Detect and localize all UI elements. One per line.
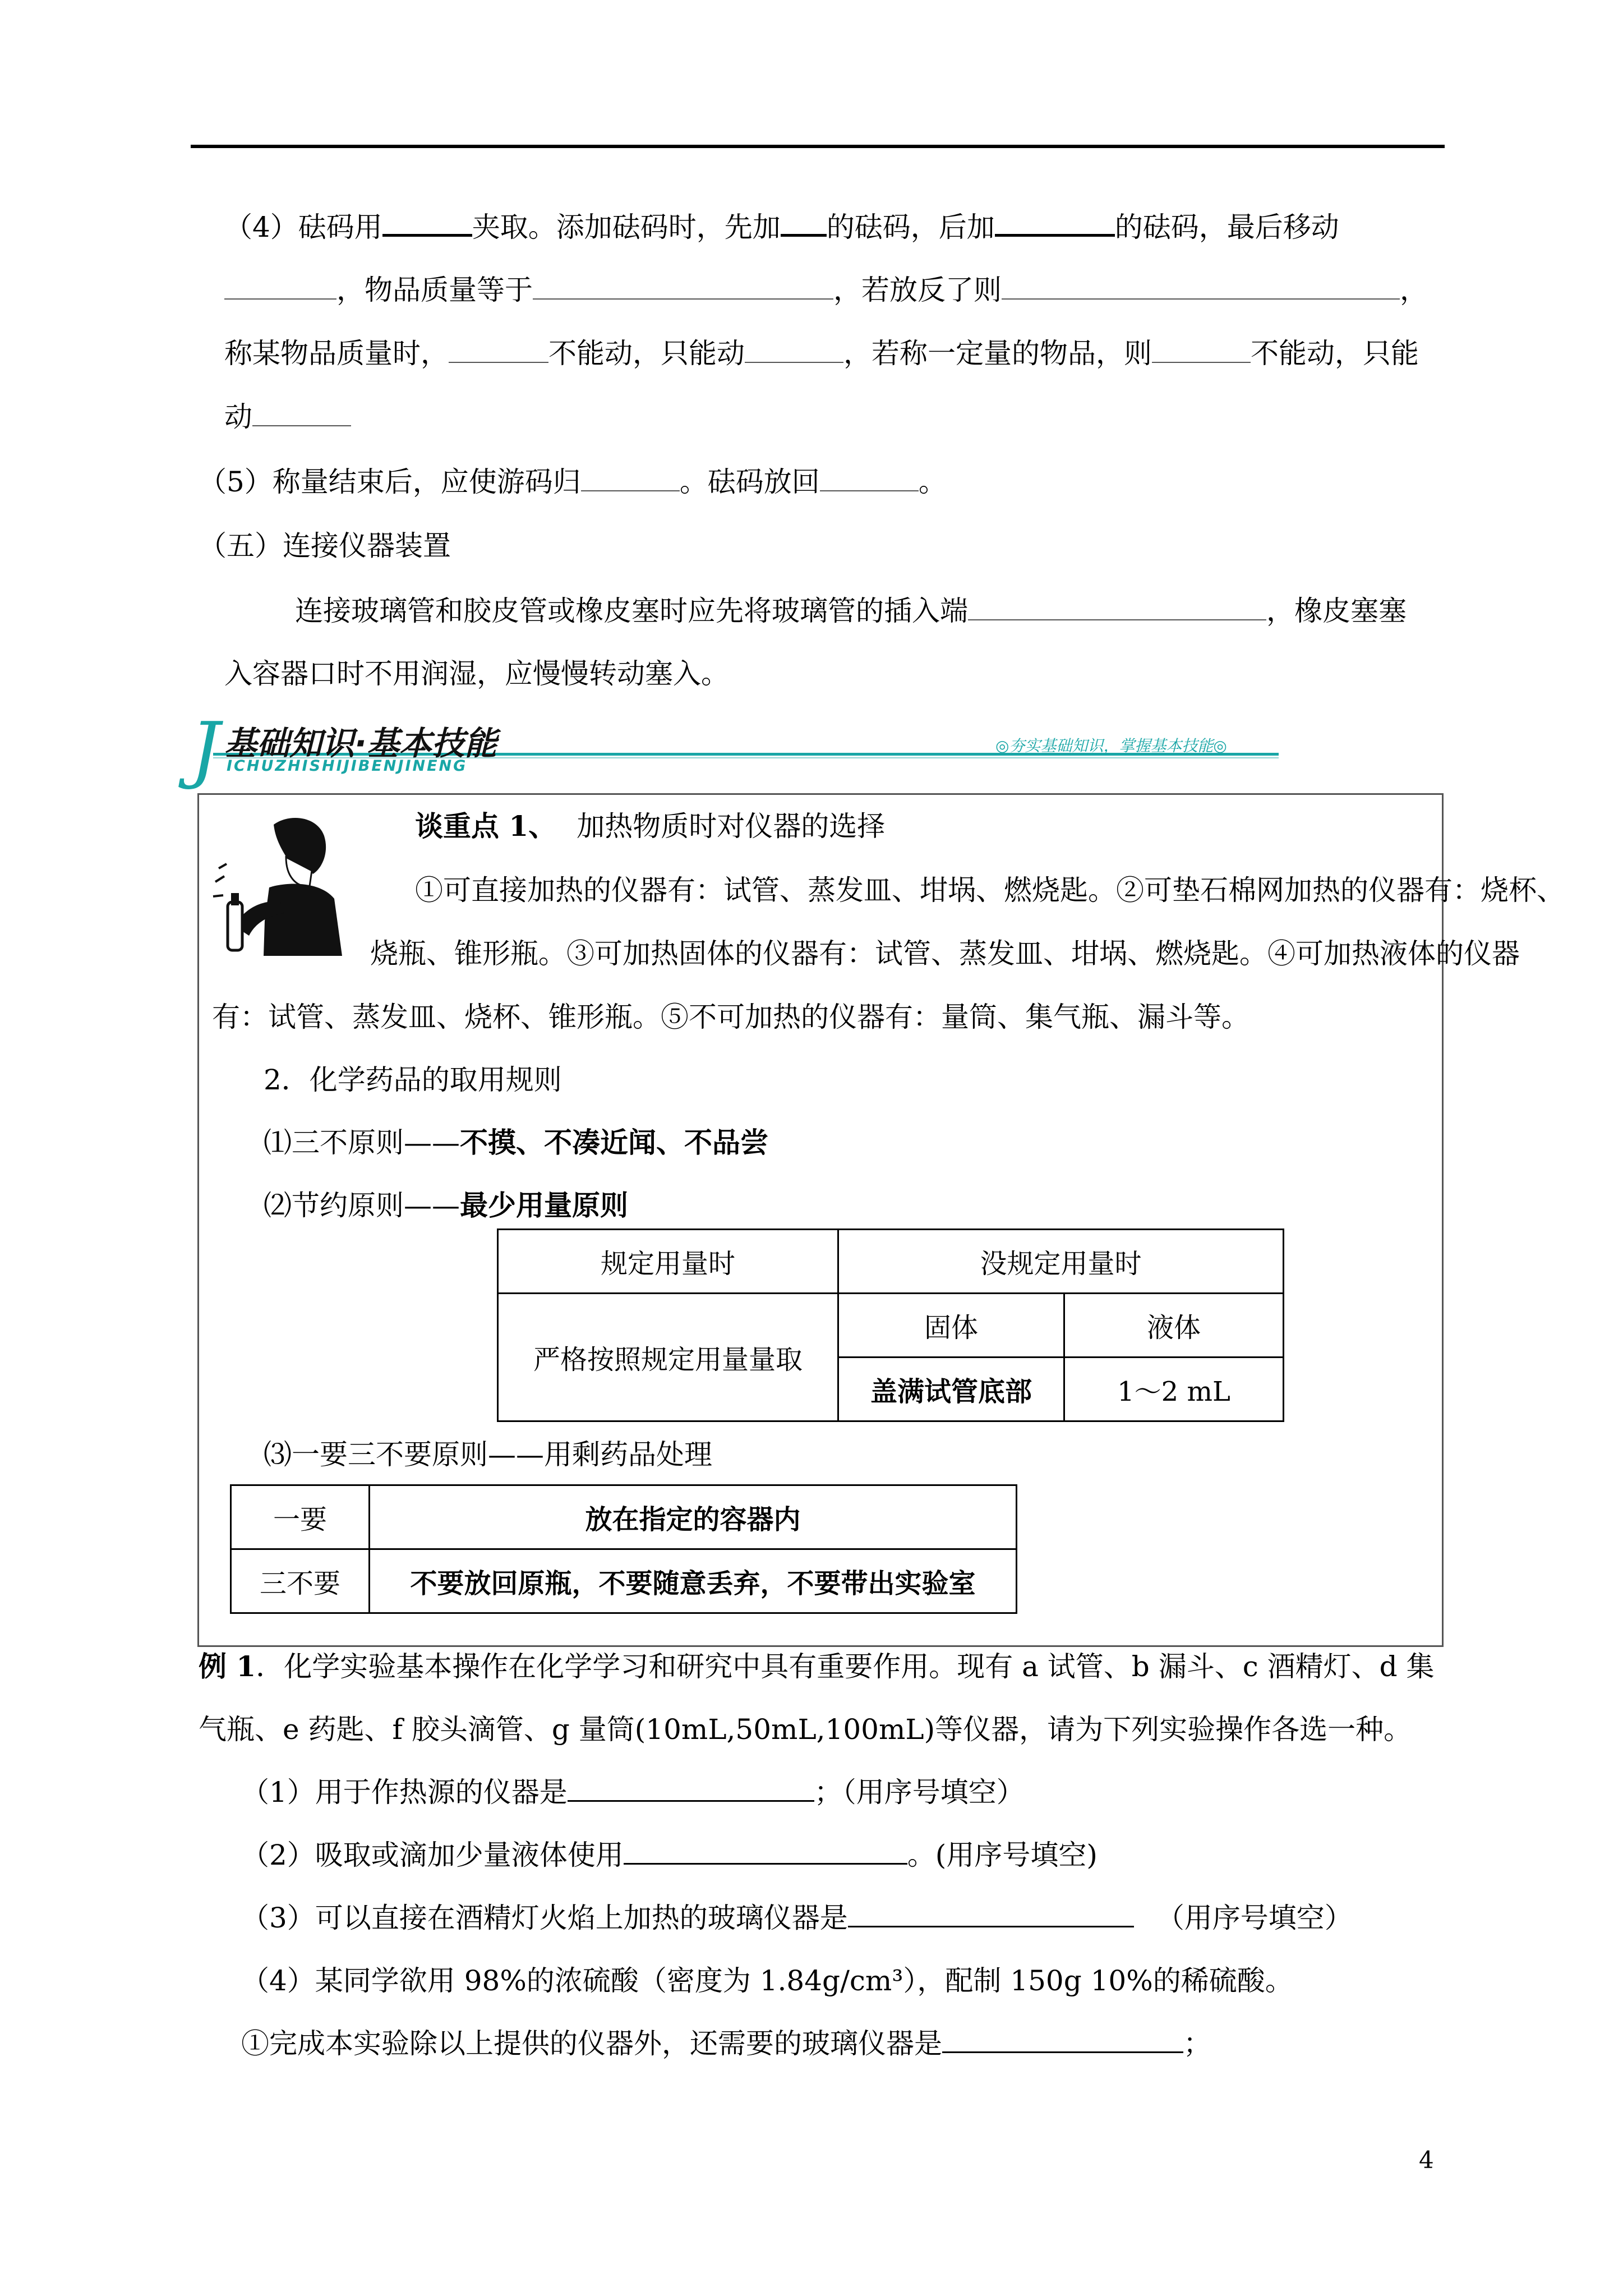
question-3: （3）可以直接在酒精灯火焰上加热的玻璃仪器是 （用序号填空） [241,1902,1353,1934]
box-para-2: 烧瓶、锥形瓶。③可加热固体的仪器有：试管、蒸发皿、坩埚、燃烧匙。④可加热液体的仪器 [370,937,1520,970]
must-label: 一要 [231,1485,370,1549]
box-heading: 谈重点 1、 加热物质时对仪器的选择 [415,809,886,843]
banner-title: 基础知识·基本技能 [224,724,497,762]
header-unspecified: 没规定用量时 [838,1230,1284,1294]
liquid-header: 液体 [1064,1294,1284,1358]
weights-line-4: 动 [224,403,351,431]
solid-amount: 盖满试管底部 [838,1358,1064,1421]
student-speaking-icon [202,803,350,956]
weights-line-3: 称某物品质量时， 不能动，只能动 ，若称一定量的物品，则 不能动，只能 [224,337,1419,370]
box-para-3: 有：试管、蒸发皿、烧杯、锥形瓶。⑤不可加热的仪器有：量筒、集气瓶、漏斗等。 [212,1001,1249,1033]
banner-letter: J [191,706,220,792]
example-line-2: 气瓶、e 药匙、f 胶头滴管、g 量筒(10mL,50mL,100mL)等仪器，请为下列实验操作各选一种。 [199,1713,1412,1746]
part5-para-1: 连接玻璃管和胶皮管或橡皮塞时应先将玻璃管的插入端 ，橡皮塞塞 [295,595,1407,627]
question-2: （2）吸取或滴加少量液体使用 。(用序号填空) [241,1839,1098,1871]
usage-amount-table [497,1228,1284,1422]
example-line-1: 例 1．化学实验基本操作在化学学习和研究中具有重要作用。现有 a 试管、b 漏斗、c 酒精灯、d 集 [199,1650,1435,1683]
banner-slogan: ◎夯实基础知识，掌握基本技能◎ [995,737,1227,755]
weights-line-1: （4）砝码用 夹取。添加砝码时，先加 的砝码，后加 的砝码，最后移动 [224,211,1339,243]
must-not-label: 三不要 [231,1549,370,1613]
page-number: 4 [1419,2146,1434,2174]
specified-rule-cell: 严格按照规定用量量取 [498,1294,838,1421]
principle-2: ⑵节约原则——最少用量原则 [264,1189,628,1222]
rule-2-heading: 2．化学药品的取用规则 [264,1064,562,1096]
liquid-amount: 1～2 mL [1064,1358,1284,1421]
must-not-value: 不要放回原瓶，不要随意丢弃，不要带出实验室 [370,1549,1017,1613]
weights-line-2: ，物品质量等于 ，若放反了则 ， [224,276,1428,304]
section-banner [191,706,1301,792]
principle-3: ⑶一要三不要原则——用剩药品处理 [264,1438,712,1471]
box-para-1: ①可直接加热的仪器有：试管、蒸发皿、坩埚、燃烧匙。②可垫石棉网加热的仪器有：烧杯、 [415,874,1565,907]
header-specified: 规定用量时 [498,1230,838,1294]
header-rule [191,145,1445,148]
question-1: （1）用于作热源的仪器是 ；（用序号填空） [241,1776,1025,1809]
principle-1: ⑴三不原则——不摸、不凑近闻、不品尝 [264,1126,768,1159]
part5-para-2: 入容器口时不用润湿，应慢慢转动塞入。 [224,657,729,690]
must-value: 放在指定的容器内 [370,1485,1017,1549]
question-4-1: ①完成本实验除以上提供的仪器外，还需要的玻璃仪器是 ； [241,2027,1211,2060]
banner-pinyin: ICHUZHISHIJIBENJINENG [227,757,468,775]
leftover-table [230,1484,1017,1614]
part5-heading: （五）连接仪器装置 [199,530,451,562]
question-4: （4）某同学欲用 98%的浓硫酸（密度为 1.84g/cm³），配制 150g 10%的稀硫酸。 [241,1964,1293,1997]
settle-line: （5）称量结束后，应使游码归 。砝码放回 。 [199,466,947,498]
solid-header: 固体 [838,1294,1064,1358]
